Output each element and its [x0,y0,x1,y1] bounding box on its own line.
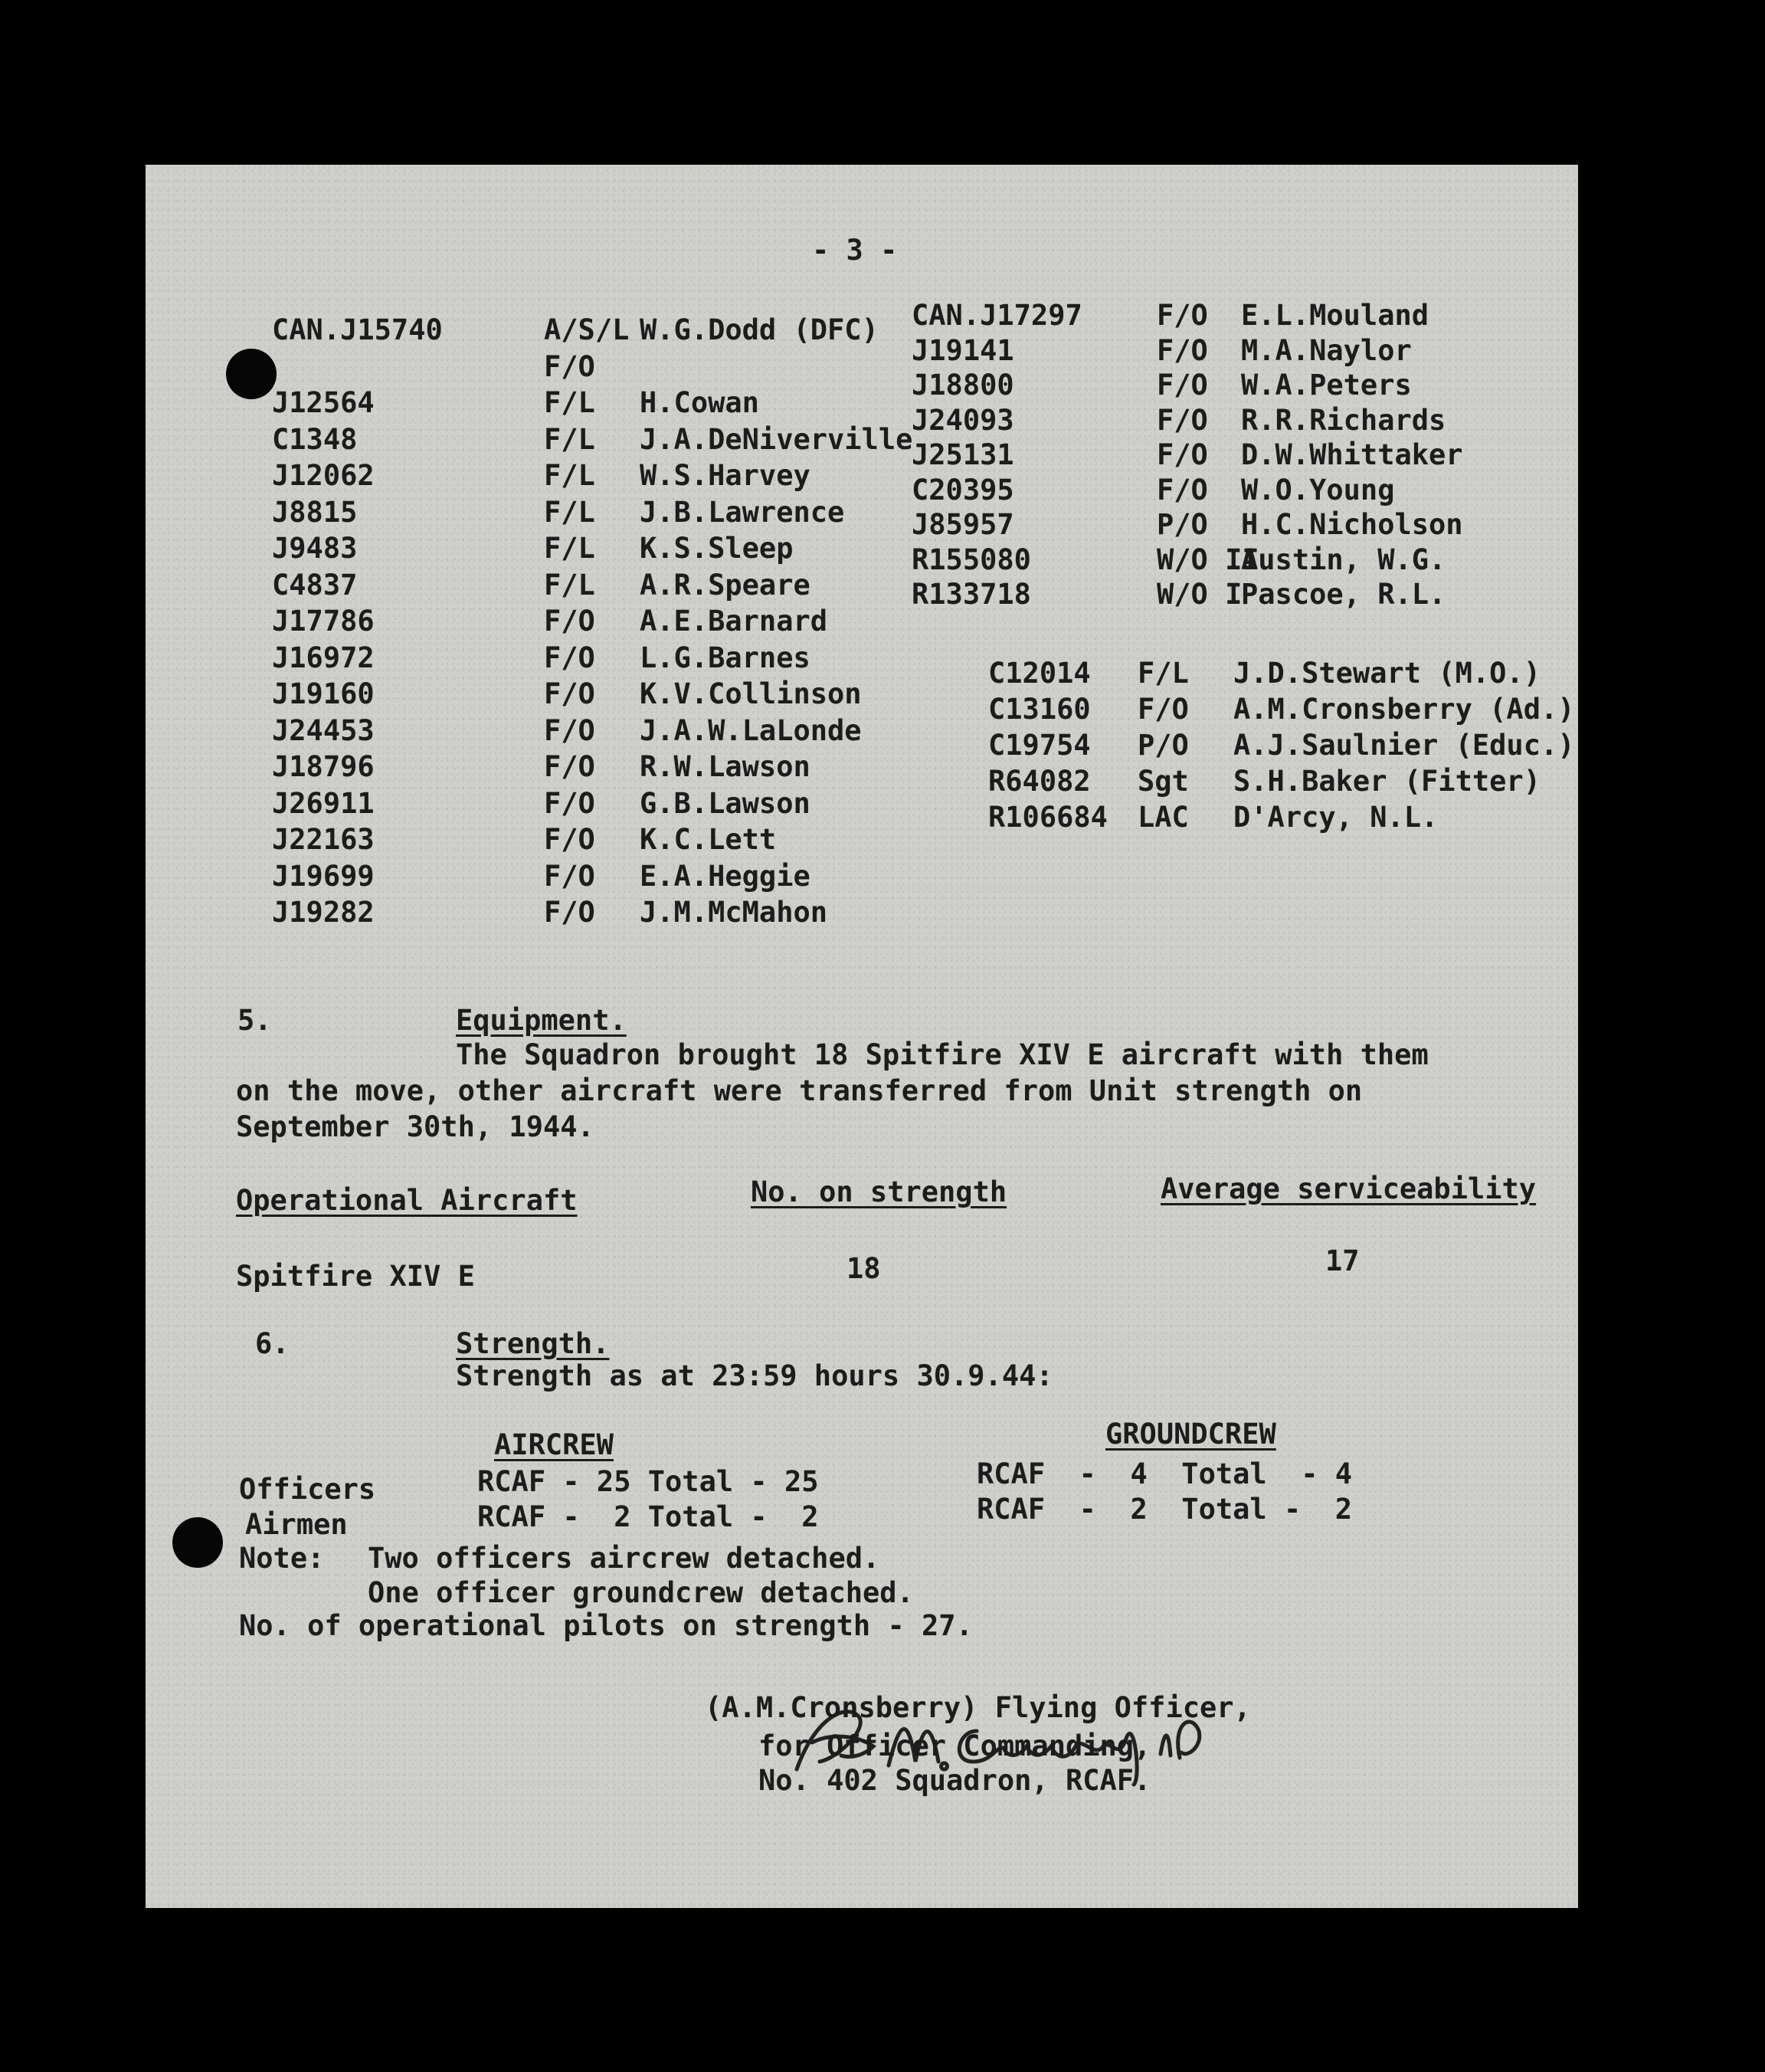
groundcrew-label: GROUNDCREW [1105,1418,1276,1451]
roster-number: J19141 [912,333,1014,367]
section5-line1: The Squadron brought 18 Spitfire XIV E aircraft with them [456,1038,1429,1071]
note-line2: One officer groundcrew detached. [368,1576,914,1609]
section6-number: 6. [255,1327,290,1360]
roster-number: J26911 [272,786,375,820]
roster-name: G.B.Lawson [640,786,810,820]
roster-number: R133718 [912,578,1031,611]
roster-rank: F/O [544,605,595,638]
roster-name: L.G.Barnes [640,641,810,674]
aircraft-header-type: Operational Aircraft [236,1184,578,1217]
roster-name: Pascoe, R.L. [1241,578,1446,611]
note-line1: Two officers aircrew detached. [368,1542,880,1575]
roster-number: C13160 [988,693,1091,726]
roster-rank: F/O [544,641,595,674]
roster-rank: F/O [1157,438,1208,471]
aircraft-row-strength: 18 [846,1252,881,1285]
roster-rank: F/O [1157,299,1208,332]
roster-name: A.M.Cronsberry (Ad.) [1233,693,1575,726]
roster-number: C1348 [272,422,358,456]
roster-name: M.A.Naylor [1241,333,1412,367]
section6-subheading: Strength as at 23:59 hours 30.9.44: [456,1359,1053,1392]
roster-name: A.R.Speare [640,568,810,602]
roster-name: H.Cowan [640,386,759,419]
officers-groundcrew: RCAF - 4 Total - 4 [977,1457,1353,1490]
roster-rank: F/L [544,532,595,565]
roster-number: J19282 [272,896,375,929]
roster-name: K.C.Lett [640,823,777,856]
roster-number: J19160 [272,677,375,710]
aircraft-header-strength: No. on strength [751,1175,1007,1208]
punch-hole-bottom [172,1517,223,1568]
roster-number: J9483 [272,532,358,565]
roster-number: R64082 [988,765,1091,798]
roster-name: A.J.Saulnier (Educ.) [1233,729,1575,762]
roster-rank: F/O [544,349,595,383]
roster-number: R106684 [988,801,1108,834]
roster-rank: F/L [544,422,595,456]
roster-name: J.A.DeNiverville [640,422,913,456]
roster-name: E.A.Heggie [640,859,810,893]
roster-rank: F/O [1157,333,1208,367]
roster-rank: W/O I [1157,578,1243,611]
roster-name: H.C.Nicholson [1241,508,1463,541]
roster-number: CAN.J15740 [272,313,443,346]
roster-number: J18800 [912,369,1014,402]
roster-number: CAN.J17297 [912,299,1082,332]
roster-rank: LAC [1138,801,1189,834]
roster-number: J24453 [272,713,375,747]
roster-number: C20395 [912,473,1014,507]
roster-name: W.O.Young [1241,473,1395,507]
officers-label: Officers [239,1473,376,1506]
aircraft-header-serviceability: Average serviceability [1161,1172,1537,1205]
roster-name: A.E.Barnard [640,605,828,638]
page-number: - 3 - [812,234,898,267]
roster-number: J85957 [912,508,1014,541]
roster-rank: F/O [544,786,595,820]
roster-number: C4837 [272,568,358,602]
roster-rank: A/S/L [544,313,630,346]
roster-number: J22163 [272,823,375,856]
airmen-label: Airmen [245,1508,348,1541]
roster-number: J8815 [272,495,358,529]
roster-name: D.W.Whittaker [1241,438,1463,471]
roster-name: E.L.Mouland [1241,299,1429,332]
officers-aircrew: RCAF - 25 Total - 25 [477,1465,819,1498]
roster-name: W.A.Peters [1241,369,1412,402]
airmen-aircrew: RCAF - 2 Total - 2 [477,1500,819,1533]
pilots-on-strength: No. of operational pilots on strength - 27. [239,1609,973,1642]
roster-rank: F/L [544,386,595,419]
roster-rank: F/O [544,713,595,747]
roster-rank: F/O [544,859,595,893]
roster-name: D'Arcy, N.L. [1233,801,1439,834]
roster-rank: F/L [1138,657,1189,690]
roster-number: J18796 [272,750,375,783]
section5-heading: Equipment. [456,1004,627,1037]
roster-name: R.R.Richards [1241,403,1446,437]
roster-name: K.S.Sleep [640,532,794,565]
airmen-groundcrew: RCAF - 2 Total - 2 [977,1493,1353,1526]
roster-name: Austin, W.G. [1241,543,1446,576]
roster-rank: F/O [544,750,595,783]
roster-number: C19754 [988,729,1091,762]
roster-rank: P/O [1138,729,1189,762]
roster-name: W.G.Dodd (DFC) [640,313,879,346]
roster-number: J12062 [272,459,375,492]
roster-name: J.D.Stewart (M.O.) [1233,657,1541,690]
roster-rank: F/L [544,459,595,492]
roster-rank: F/O [544,896,595,929]
section5-number: 5. [237,1004,272,1037]
roster-number: R155080 [912,543,1031,576]
roster-number: C12014 [988,657,1091,690]
roster-number: J19699 [272,859,375,893]
aircrew-label: AIRCREW [494,1428,614,1461]
roster-name: R.W.Lawson [640,750,810,783]
roster-rank: Sgt [1138,765,1189,798]
aircraft-row-serviceability: 17 [1325,1244,1360,1277]
roster-rank: F/L [544,495,595,529]
roster-name: J.M.McMahon [640,896,828,929]
roster-number: J12564 [272,386,375,419]
roster-name: J.B.Lawrence [640,495,845,529]
roster-name: K.V.Collinson [640,677,862,710]
roster-number: J25131 [912,438,1014,471]
roster-rank: F/L [544,568,595,602]
section5-line3: September 30th, 1944. [236,1110,594,1143]
note-label: Note: [239,1542,325,1575]
roster-name: W.S.Harvey [640,459,810,492]
roster-rank: F/O [544,677,595,710]
roster-name: S.H.Baker (Fitter) [1233,765,1541,798]
roster-number: J24093 [912,403,1014,437]
roster-number: J16972 [272,641,375,674]
roster-rank: F/O [1157,369,1208,402]
aircraft-row-type: Spitfire XIV E [236,1260,475,1293]
section5-line2: on the move, other aircraft were transferred from Unit strength on [236,1074,1363,1107]
punch-hole-top [226,349,277,399]
roster-rank: P/O [1157,508,1208,541]
roster-rank: W/O II [1157,543,1259,576]
signature-line3: No. 402 Squadron, RCAF. [758,1764,1151,1797]
section6-heading: Strength. [456,1327,610,1360]
roster-rank: F/O [1138,693,1189,726]
roster-rank: F/O [544,823,595,856]
signature-line2: for Officer Commanding, [758,1729,1151,1762]
roster-number: J17786 [272,605,375,638]
roster-name: J.A.W.LaLonde [640,713,862,747]
signature-line1: (A.M.Cronsberry) Flying Officer, [705,1691,1251,1724]
document-page [146,165,1578,1908]
roster-rank: F/O [1157,473,1208,507]
roster-rank: F/O [1157,403,1208,437]
